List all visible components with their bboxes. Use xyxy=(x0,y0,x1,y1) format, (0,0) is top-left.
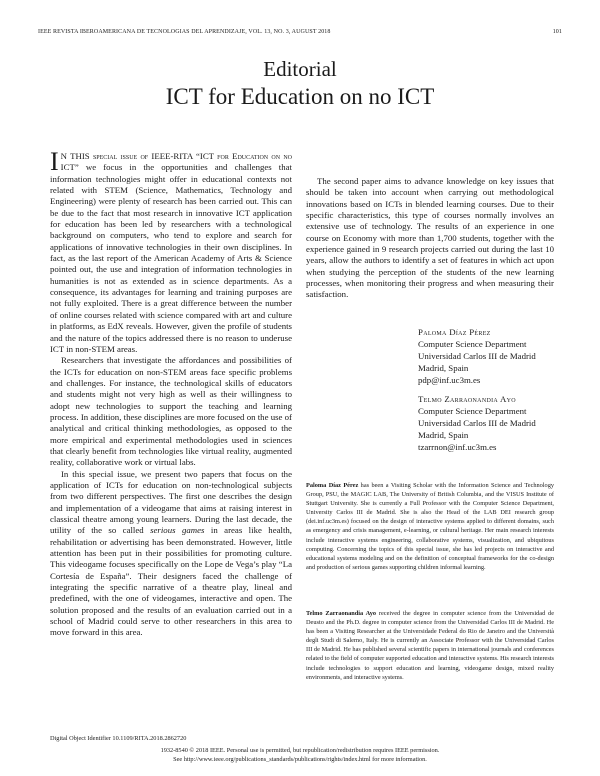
author-dept: Computer Science Department xyxy=(418,406,527,416)
author-city: Madrid, Spain xyxy=(418,363,469,373)
copyright-line: 1932-8540 © 2018 IEEE. Personal use is permitted, but republication/redistribution requires IEEE permission. xyxy=(160,747,440,754)
running-header xyxy=(38,29,562,40)
author-univ: Universidad Carlos III de Madrid xyxy=(418,351,536,361)
bio-name: Telmo Zarraonandia Ayo xyxy=(306,610,377,617)
drop-cap: I xyxy=(50,147,59,176)
paragraph-1-text: we focus in the opportunities and challenges that information technologies might offer in educational contexts not related with STEM (Science, Mathematics, Technology and Engineering) were plenty of research has been carried out. This can be due to the fact that most research in innovative ICT application for education has been led by researchers with a technological background on computers, who tend to explore and search for applications of innovative technologies in their own disciplines. In fact, as the last report of the American Academy of Arts & Science pointed out, the use and integration of information technologies in humanities is not as extended as in science departments. As a consequence, its advantages for learning and training purposes are not fully exploited. There is a great difference between the number of online courses related with science compared with art and culture in platforms, as EdX reveals. However, given the profile of students and the nature of the topics addressed there is no reason to underuse ICT in non-STEM areas. xyxy=(50,162,292,354)
author-univ: Universidad Carlos III de Madrid xyxy=(418,418,536,428)
author-block-2 xyxy=(418,393,558,453)
right-column-continuation xyxy=(306,176,554,301)
paragraph-1 xyxy=(50,147,292,355)
paragraph-3: In this special issue, we present two papers that focus on the application of ICTs for education on non-technological subjects from two different perspectives. The first one describes the design and implementation of a videogame that aims at raising interest in classical theatre among young learners. During the last decade, the utility of the so called serious games in areas like health, rehabilitation or advertising has been demonstrated. However, little attention has been put in their possibilities for promoting culture. This videogame focuses specifically on the Lope de Vega’s play “La Cortesía de España”. Their designers faced the challenge of integrating the specific narrative of a theatre play, lineal and predefined, with the one of videogames, interactive and open. The solution proposed and the results of an evaluation carried out in a school of Madrid could serve to other researchers in this area to move forward in this area. xyxy=(50,468,292,638)
author-name: Paloma Díaz Pérez xyxy=(418,327,491,337)
paragraph-1-lead: N THIS special issue of IEEE-RITA “ICT for Education on no ICT” xyxy=(60,151,292,173)
journal-title: IEEE REVISTA IBEROAMERICANA DE TECNOLOGIAS DEL APRENDIZAJE, VOL. 13, NO. 3, AUGUST 2018 xyxy=(38,29,331,35)
paragraph-2: Researchers that investigate the affordances and possibilities of the ICTs for education on non-STEM areas face specific problems and challenges. For instance, the technological skills of educators and students might not very high as well as their willingness to adopt new technologies to support the teaching and learning process. In addition, these disciplines are more focused on the use of analytical and critical thinking methodologies, as opposed to the more empirical and experimental methodologies used in sciences that clearly benefit from technologies like virtual reality, augmented reality, collaborative work or virtual labs. xyxy=(50,355,292,468)
doi-note: Digital Object Identifier 10.1109/RITA.2018.2862720 xyxy=(50,735,187,742)
left-column xyxy=(50,147,292,639)
author-block-1 xyxy=(418,326,558,386)
bio-text: has been a Visiting Scholar with the Information Science and Technology Group, PSU, the MAGIC LAB, The University of British Columbia, and the VISUS Institute of Stuttgart University. She is currently a Full Professor with the Computer Science Department, University Carlos III de Madrid. She is also the Head of the LAB DEI research group (dei.inf.uc3m.es) focused on the design of interactive systems applied to different domains, such as emergency and crisis management, e-learning, or cultural heritage. Her main research interests include interactive systems engineering, collaborative systems, visualization, and ubiquitous computing. Concerning the topics of this special issue, she has led projects on interactive and educational systems modeling and on the definition of conceptual frameworks for the co-design and production of serious games supporting children informal learning. xyxy=(306,482,554,571)
permissions-line: See http://www.ieee.org/publications_standards/publications/rights/index.html for more information. xyxy=(173,756,427,763)
page-number: 101 xyxy=(552,29,562,35)
paragraph-4: The second paper aims to advance knowledge on key issues that should be taken into account when carrying out methodological innovations based on ICTs in blended learning courses. Due to their specific characteristics, this type of courses normally involves an extensive use of technology. The results of an experience in one course on Economy with more than 1,700 students, together with the experience gained in 9 research projects carried out during the last 10 years, allow the authors to identify a set of features in which act upon when studying the perception of the students of the new learning processes, when monitoring their progress and when measuring their satisfaction. xyxy=(306,176,554,300)
bio-text: received the degree in computer science from the Universidad de Deusto and the Ph.D. degree in computer science from the Universidad Carlos III de Madrid. He has been a Visiting Researcher at the Universidade Federal do Rio de Janeiro and the Università degli Studi di Salerno, Italy. He is currently an Associate Professor with the Universidad Carlos III de Madrid. He has published several scientific papers in international journals and conferences related to the field of computer supported education and interactive systems. His research interests include technologies to support education and learning, videogame design, mixed reality environments, and interactive systems. xyxy=(306,610,554,681)
author-bio-1 xyxy=(306,481,554,572)
author-dept: Computer Science Department xyxy=(418,339,527,349)
author-name: Telmo Zarraonandia Ayo xyxy=(418,394,516,404)
author-city: Madrid, Spain xyxy=(418,430,469,440)
author-bio-2 xyxy=(306,609,554,682)
section-title: Editorial xyxy=(263,57,337,81)
author-email[interactable]: pdp@inf.uc3m.es xyxy=(418,375,481,385)
author-email[interactable]: tzarrnon@inf.uc3m.es xyxy=(418,442,497,452)
article-title: ICT for Education on no ICT xyxy=(165,84,435,109)
emphasis-serious-games: serious games xyxy=(150,525,205,536)
bio-name: Paloma Díaz Pérez xyxy=(306,482,359,489)
